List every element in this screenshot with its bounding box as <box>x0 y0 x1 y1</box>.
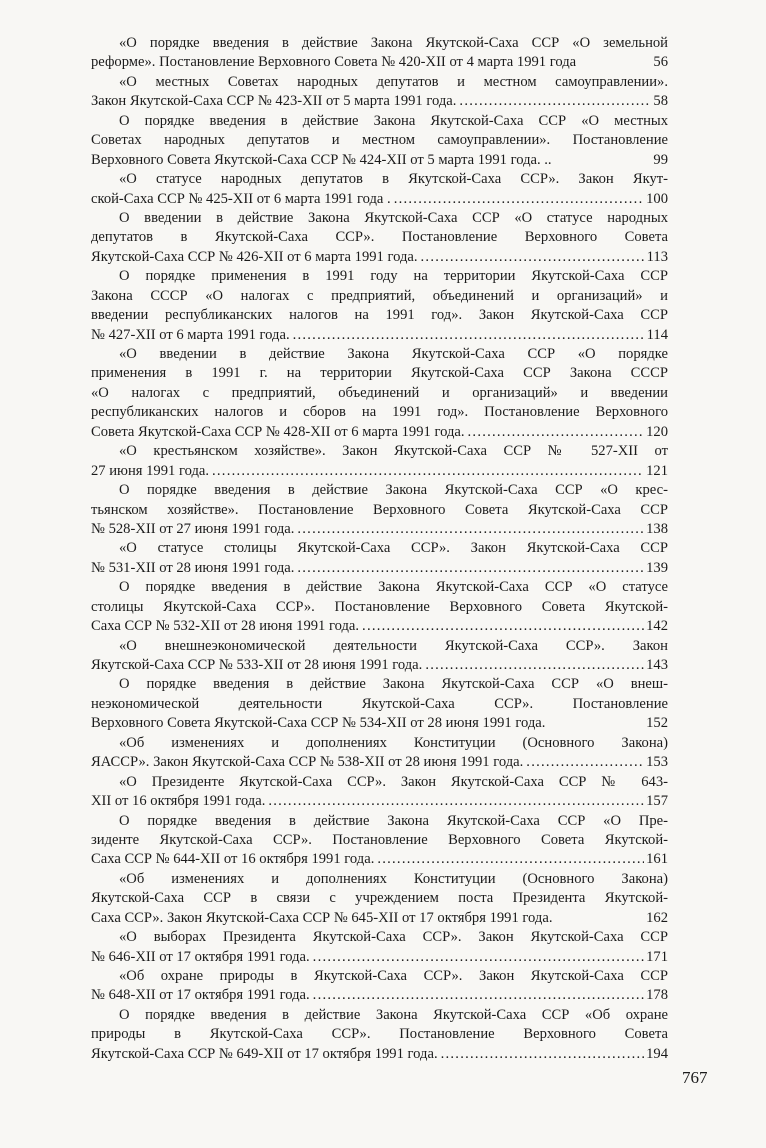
toc-entry-text: № 528-XII от 27 июня 1991 года. <box>91 520 295 537</box>
toc-entry-last-line <box>91 92 668 111</box>
dot-leader <box>310 948 644 967</box>
page-number: 767 <box>682 1068 708 1087</box>
toc-entry <box>91 34 668 73</box>
toc-entry-line: Советах народных депутатов и местном самоуправлении». Постановление <box>91 132 668 149</box>
toc-entry-last-line <box>91 423 668 442</box>
dot-leader <box>418 248 645 267</box>
toc-entry-line: применения в 1991 г. на территории Якутской-Саха ССР Закона СССР <box>91 365 668 382</box>
toc-entry-text: Закон Якутской-Саха ССР № 423-XII от 5 марта 1991 года. <box>91 93 457 110</box>
toc-entry-text: Якутской-Саха ССР № 649-XII от 17 октября 1991 года. <box>91 1045 438 1062</box>
table-of-contents <box>91 34 668 1064</box>
toc-entry-line: О порядке введения в действие Закона Якутской-Саха ССР «О местных <box>119 112 668 129</box>
toc-entry <box>91 112 668 170</box>
toc-page-number: 178 <box>646 987 668 1004</box>
dot-leader <box>294 559 644 578</box>
toc-entry-last-line <box>91 151 668 170</box>
toc-entry <box>91 267 668 345</box>
toc-page-number: 58 <box>653 93 668 110</box>
toc-entry <box>91 442 668 481</box>
toc-entry-line: Якутской-Саха ССР в связи с учреждением поста Президента Якутской- <box>91 890 668 907</box>
toc-page-number: 113 <box>646 248 668 265</box>
dot-leader <box>545 714 644 733</box>
toc-entry-last-line <box>91 948 668 967</box>
dot-leader <box>576 53 651 72</box>
dot-leader <box>310 986 644 1005</box>
toc-page-number: 152 <box>646 715 668 732</box>
toc-page-number: 120 <box>646 423 668 440</box>
toc-entry-line: О введении в действие Закона Якутской-Саха ССР «О статусе народных <box>119 209 668 226</box>
toc-page-number: 114 <box>646 326 668 343</box>
toc-entry-line: «О внешнеэкономической деятельности Якутской-Саха ССР». Закон <box>119 637 668 654</box>
toc-entry <box>91 734 668 773</box>
toc-entry-line: О порядке применения в 1991 году на территории Якутской-Саха ССР <box>119 268 668 285</box>
toc-entry-line: тьянском хозяйстве». Постановление Верховного Совета Якутской-Саха ССР <box>91 501 668 518</box>
toc-entry-last-line <box>91 520 668 539</box>
toc-entry <box>91 170 668 209</box>
toc-page-number: 139 <box>646 559 668 576</box>
toc-entry-line: «О налогах с предприятий, объединений и организаций» и введении <box>91 384 668 401</box>
toc-entry-line: «О статусе столицы Якутской-Саха ССР». Закон Якутской-Саха ССР <box>119 540 668 557</box>
toc-entry-text: № 427-XII от 6 марта 1991 года. <box>91 326 290 343</box>
toc-entry-last-line <box>91 559 668 578</box>
toc-entry-text: № 646-XII от 17 октября 1991 года. <box>91 948 310 965</box>
toc-entry-line: Закона СССР «О налогах с предприятий, объединений и организаций» и <box>91 287 668 304</box>
toc-entry-line: О порядке введения в действие Закона Якутской-Саха ССР «О внеш- <box>119 676 668 693</box>
toc-entry-last-line <box>91 714 668 733</box>
toc-entry-last-line <box>91 190 668 209</box>
dot-leader <box>265 792 644 811</box>
toc-page-number: 142 <box>646 618 668 635</box>
toc-entry <box>91 73 668 112</box>
toc-entry-last-line <box>91 753 668 772</box>
toc-entry-last-line <box>91 617 668 636</box>
toc-entry-text: XII от 16 октября 1991 года. <box>91 793 266 810</box>
toc-entry-last-line <box>91 326 668 345</box>
dot-leader <box>290 326 645 345</box>
dot-leader <box>438 1045 645 1064</box>
toc-entry <box>91 870 668 928</box>
dot-leader <box>552 909 644 928</box>
toc-entry-text: Якутской-Саха ССР № 426-XII от 6 марта 1991 года. <box>91 248 418 265</box>
toc-entry-line: неэкономической деятельности Якутской-Саха ССР». Постановление <box>91 695 668 712</box>
toc-entry <box>91 1006 668 1064</box>
toc-entry-line: столицы Якутской-Саха ССР». Постановление Верховного Совета Якутской- <box>91 598 668 615</box>
toc-entry-line: «О порядке введения в действие Закона Якутской-Саха ССР «О земельной <box>119 35 668 51</box>
toc-page-number: 99 <box>653 151 668 168</box>
dot-leader <box>465 423 645 442</box>
toc-entry-line: «Об изменениях и дополнениях Конституции (Основного Закона) <box>119 870 668 887</box>
toc-page-number: 121 <box>646 462 668 479</box>
toc-entry-line: «О крестьянском хозяйстве». Закон Якутской-Саха ССР № 527-XII от <box>119 443 668 460</box>
toc-entry-line: природы в Якутской-Саха ССР». Постановление Верховного Совета <box>91 1026 668 1043</box>
toc-entry-line: «О введении в действие Закона Якутской-Саха ССР «О порядке <box>119 346 668 362</box>
toc-entry-line: «О выборах Президента Якутской-Саха ССР». Закон Якутской-Саха ССР <box>119 929 668 946</box>
toc-entry-text: Якутской-Саха ССР № 533-XII от 28 июня 1991 года. <box>91 657 423 673</box>
dot-leader <box>552 151 652 170</box>
toc-entry-line: депутатов в Якутской-Саха ССР». Постановление Верховного Совета <box>91 229 668 246</box>
toc-entry-last-line <box>91 792 668 811</box>
dot-leader <box>209 462 644 481</box>
toc-entry <box>91 345 668 442</box>
toc-entry-text: Верховного Совета Якутской-Саха ССР № 424-XII от 5 марта 1991 года. .. <box>91 151 552 168</box>
toc-entry <box>91 578 668 636</box>
toc-entry-last-line <box>91 1045 668 1064</box>
toc-page-number: 157 <box>646 793 668 810</box>
dot-leader <box>456 92 651 111</box>
toc-entry-line: «Об изменениях и дополнениях Конституции (Основного Закона) <box>119 734 668 751</box>
toc-entry-line: республиканских налогов и сборов на 1991 год». Постановление Верховного <box>91 404 668 421</box>
toc-entry-last-line <box>91 462 668 481</box>
toc-page-number: 194 <box>646 1045 668 1062</box>
dot-leader <box>359 617 644 636</box>
toc-page-number: 56 <box>653 54 668 71</box>
toc-entry-last-line <box>91 909 668 928</box>
toc-entry <box>91 967 668 1006</box>
toc-entry-text: ской-Саха ССР № 425-XII от 6 марта 1991 года . <box>91 190 391 207</box>
toc-entry-last-line <box>91 656 668 675</box>
toc-entry-line: введении республиканских налогов на 1991 год». Закон Якутской-Саха ССР <box>91 307 668 324</box>
toc-entry-text: 27 июня 1991 года. <box>91 462 210 479</box>
toc-page-number: 143 <box>646 657 668 673</box>
toc-entry-line: «О статусе народных депутатов в Якутской-Саха ССР». Закон Якут- <box>119 171 668 188</box>
dot-leader <box>391 190 644 209</box>
dot-leader <box>374 850 644 869</box>
toc-entry-text: Верховного Совета Якутской-Саха ССР № 534-XII от 28 июня 1991 года. <box>91 715 546 732</box>
toc-entry-text: Саха ССР № 532-XII от 28 июня 1991 года. <box>91 618 360 635</box>
toc-entry-line: О порядке введения в действие Закона Якутской-Саха ССР «О Пре- <box>119 812 668 829</box>
toc-entry-text: реформе». Постановление Верховного Совета № 420-XII от 4 марта 1991 года <box>91 54 577 71</box>
toc-entry-last-line <box>91 248 668 267</box>
toc-entry-line: О порядке введения в действие Закона Якутской-Саха ССР «О крес- <box>119 482 668 499</box>
toc-entry-last-line <box>91 850 668 869</box>
toc-entry-line: зиденте Якутской-Саха ССР». Постановление Верховного Совета Якутской- <box>91 831 668 848</box>
dot-leader <box>422 656 644 675</box>
toc-entry-line: О порядке введения в действие Закона Якутской-Саха ССР «Об охране <box>119 1006 668 1023</box>
toc-page-number: 153 <box>646 754 668 771</box>
toc-entry-line: «Об охране природы в Якутской-Саха ССР». Закон Якутской-Саха ССР <box>119 968 668 984</box>
toc-entry <box>91 928 668 967</box>
toc-entry-text: № 648-XII от 17 октября 1991 года. <box>91 987 310 1004</box>
toc-entry-line: О порядке введения в действие Закона Якутской-Саха ССР «О статусе <box>119 579 668 596</box>
toc-entry-text: Совета Якутской-Саха ССР № 428-XII от 6 марта 1991 года. <box>91 423 465 440</box>
toc-page-number: 138 <box>646 520 668 537</box>
toc-entry-text: № 531-XII от 28 июня 1991 года. <box>91 559 295 576</box>
toc-page-number: 100 <box>646 190 668 207</box>
toc-entry <box>91 209 668 267</box>
toc-entry-line: «О Президенте Якутской-Саха ССР». Закон Якутской-Саха ССР № 643- <box>119 773 668 790</box>
toc-entry-text: Саха ССР № 644-XII от 16 октября 1991 года. <box>91 851 375 868</box>
dot-leader <box>523 753 644 772</box>
toc-page-number: 162 <box>646 909 668 926</box>
toc-entry-text: ЯАССР». Закон Якутской-Саха ССР № 538-XII от 28 июня 1991 года. <box>91 754 524 771</box>
toc-entry-text: Саха ССР». Закон Якутской-Саха ССР № 645-XII от 17 октября 1991 года. <box>91 909 553 926</box>
toc-page-number: 171 <box>646 948 668 965</box>
toc-entry <box>91 675 668 733</box>
toc-entry-last-line <box>91 53 668 72</box>
toc-entry <box>91 481 668 539</box>
toc-page-number: 161 <box>646 851 668 868</box>
toc-entry-last-line <box>91 986 668 1005</box>
toc-entry-line: «О местных Советах народных депутатов и местном самоуправлении». <box>119 73 668 90</box>
toc-entry <box>91 637 668 676</box>
toc-entry <box>91 539 668 578</box>
dot-leader <box>294 520 644 539</box>
toc-entry <box>91 812 668 870</box>
toc-entry <box>91 773 668 812</box>
